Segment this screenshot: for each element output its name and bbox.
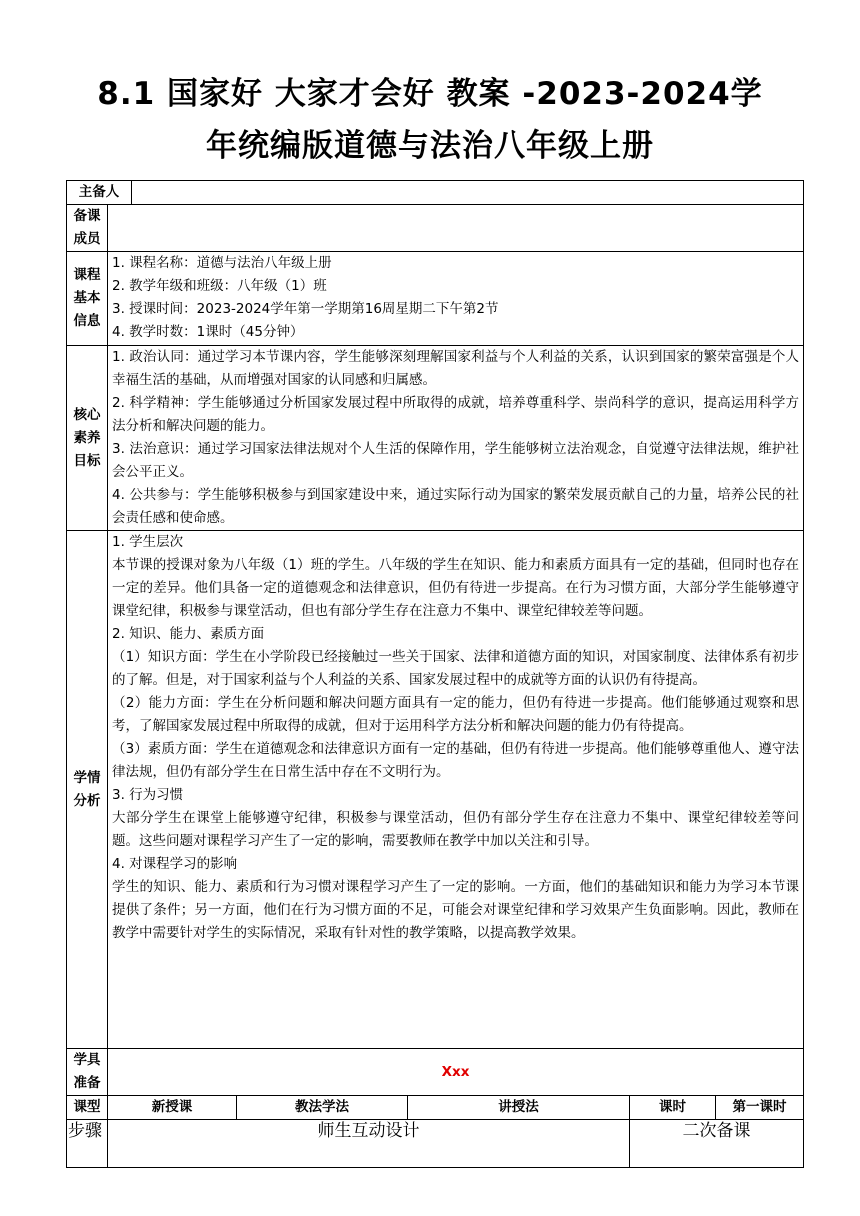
analysis-paragraph: 3. 行为习惯	[112, 787, 184, 803]
members-row	[67, 205, 804, 252]
core-goal-paragraph: 2. 科学精神：学生能够通过分析国家发展过程中所取得的成就，培养尊重科学、崇尚科学的意识，提高运用科学方法分析和解决问题的能力。	[112, 395, 800, 434]
lead-teacher-value	[132, 181, 804, 205]
core-goal-paragraph: 4. 公共参与：学生能够积极参与到国家建设中来，通过实际行动为国家的繁荣发展贡献自己的力量，培养公民的社会责任感和使命感。	[112, 487, 800, 526]
analysis-paragraph: 4. 对课程学习的影响	[112, 856, 238, 872]
basic-info-label: 课程 基本 信息	[67, 252, 108, 346]
basic-info-line: 1. 课程名称：道德与法治八年级上册	[112, 255, 332, 271]
lead-teacher-row	[67, 181, 804, 205]
student-analysis-label: 学情 分析	[67, 531, 108, 1049]
basic-info-line: 4. 教学时数：1课时（45分钟）	[112, 324, 304, 340]
tools-row	[67, 1049, 804, 1096]
core-goal-paragraph: 1. 政治认同：通过学习本节课内容，学生能够深刻理解国家利益与个人利益的关系，认识到国家的繁荣富强是个人幸福生活的基础，从而增强对国家的认同感和归属感。	[112, 349, 800, 388]
lesson-type-label: 课型	[67, 1096, 108, 1120]
core-goals-content	[108, 346, 804, 531]
analysis-paragraph: （2）能力方面：学生在分析问题和解决问题方面具有一定的能力，但仍有待进一步提高。他们能够通过观察和思考，了解国家发展过程中所取得的成就，但对于运用科学方法分析和解决问题的能力仍有待提高。	[112, 695, 800, 734]
document-title	[60, 68, 800, 172]
second-prep-label: 二次备课	[630, 1120, 804, 1168]
basic-info-line: 3. 授课时间：2023-2024学年第一学期第16周星期二下午第2节	[112, 301, 499, 317]
title-line-1: 8.1 国家好 大家才会好 教案 -2023-2024学	[97, 76, 763, 112]
steps-label: 步骤	[67, 1120, 108, 1168]
analysis-paragraph: 学生的知识、能力、素质和行为习惯对课程学习产生了一定的影响。一方面，他们的基础知识和能力为学习本节课提供了条件；另一方面，他们在行为习惯方面的不足，可能会对课堂纪律和学习效果产生负面影响。因此，教师在教学中需要针对学生的实际情况，采取有针对性的教学策略，以提高教学效果。	[112, 879, 800, 941]
tools-value: Xxx	[108, 1049, 804, 1096]
student-analysis-row	[67, 531, 804, 1049]
analysis-paragraph: （1）知识方面：学生在小学阶段已经接触过一些关于国家、法律和道德方面的知识，对国家制度、法律体系有初步的了解。但是，对于国家利益与个人利益的关系、国家发展过程中的成就等方面的认识仍有待提高。	[112, 649, 800, 688]
core-goals-row	[67, 346, 804, 531]
analysis-paragraph: （3）素质方面：学生在道德观念和法律意识方面有一定的基础，但仍有待进一步提高。他们能够尊重他人、遵守法律法规，但仍有部分学生在日常生活中存在不文明行为。	[112, 741, 800, 780]
lesson-type-row	[67, 1096, 804, 1120]
members-label: 备课 成员	[67, 205, 108, 252]
steps-row	[67, 1120, 804, 1168]
core-goal-paragraph: 3. 法治意识：通过学习国家法律法规对个人生活的保障作用，学生能够树立法治观念，自觉遵守法律法规，维护社会公平正义。	[112, 441, 800, 480]
period-label: 课时	[630, 1096, 716, 1120]
core-goals-label: 核心 素养 目标	[67, 346, 108, 531]
lesson-plan-table	[66, 180, 804, 1168]
analysis-paragraph: 本节课的授课对象为八年级（1）班的学生。八年级的学生在知识、能力和素质方面具有一定的基础，但同时也存在一定的差异。他们具备一定的道德观念和法律意识，但仍有待进一步提高。在行为习惯方面，大部分学生能够遵守课堂纪律，积极参与课堂活动，但也有部分学生存在注意力不集中、课堂纪律较差等问题。	[112, 557, 800, 619]
lesson-type-value: 新授课	[108, 1096, 237, 1120]
tools-label: 学具 准备	[67, 1049, 108, 1096]
teaching-method-value: 讲授法	[408, 1096, 630, 1120]
analysis-paragraph: 1. 学生层次	[112, 534, 184, 550]
analysis-paragraph: 2. 知识、能力、素质方面	[112, 626, 265, 642]
members-value	[108, 205, 804, 252]
interaction-design-label: 师生互动设计	[108, 1120, 630, 1168]
lead-teacher-label: 主备人	[67, 181, 132, 205]
basic-info-line: 2. 教学年级和班级：八年级（1）班	[112, 278, 327, 294]
analysis-paragraph: 大部分学生在课堂上能够遵守纪律，积极参与课堂活动，但仍有部分学生存在注意力不集中、课堂纪律较差等问题。这些问题对课程学习产生了一定的影响，需要教师在教学中加以关注和引导。	[112, 810, 800, 849]
basic-info-row	[67, 252, 804, 346]
title-line-2: 年统编版道德与法治八年级上册	[206, 128, 654, 164]
basic-info-content	[108, 252, 804, 346]
student-analysis-content	[108, 531, 804, 1049]
period-value: 第一课时	[716, 1096, 804, 1120]
teaching-method-label: 教法学法	[237, 1096, 408, 1120]
